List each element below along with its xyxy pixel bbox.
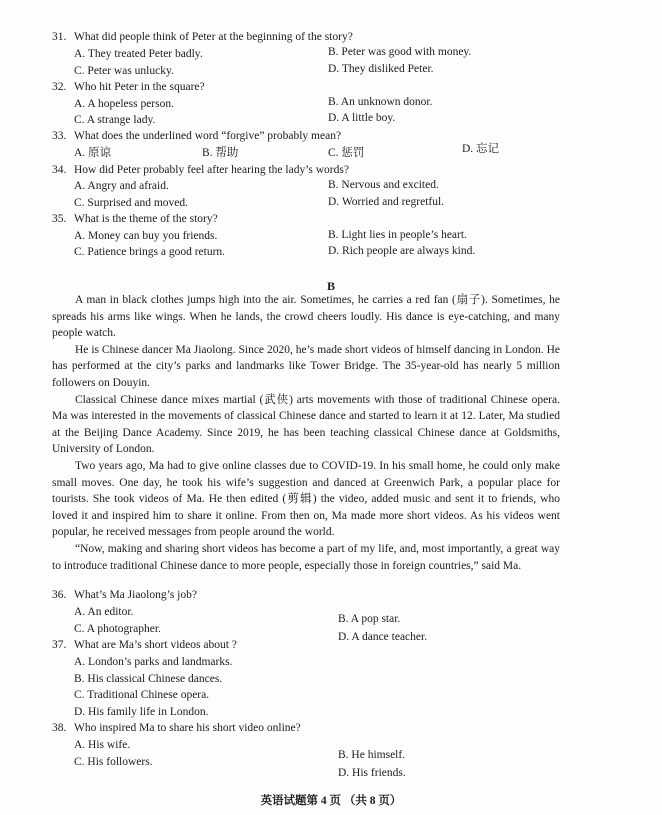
question-number: 31. (52, 31, 67, 43)
question-stem: What’s Ma Jiaolong’s job? (74, 589, 197, 601)
option-c: C. Traditional Chinese opera. (74, 689, 210, 701)
page-footer: 英语试题第 4 页 （共 8 页） (260, 795, 402, 807)
question-number: 38. (52, 722, 67, 734)
question-number: 36. (52, 589, 67, 601)
option-c: C. Patience brings a good return. (74, 246, 226, 258)
question-36 (52, 588, 197, 602)
question-stem: How did Peter probably feel after hearing the lady’s words? (74, 164, 349, 176)
question-stem: Who hit Peter in the square? (74, 81, 205, 93)
reading-passage (52, 292, 560, 574)
question-number: 37. (52, 639, 67, 651)
question-34 (52, 163, 349, 177)
question-number: 33. (52, 130, 67, 142)
option-d: D. His family life in London. (74, 706, 209, 718)
passage-paragraph: He is Chinese dancer Ma Jiaolong. Since 2020, he’s made short videos of himself dancing in London. He has performed at the city’s parks and landmarks like Tower Bridge. The 35-year-old has nearly 5 million followers on Douyin. (52, 343, 560, 389)
option-a: A. A hopeless person. (74, 98, 174, 110)
question-stem: Who inspired Ma to share his short video online? (74, 722, 301, 734)
option-c: C. Surprised and moved. (74, 197, 189, 209)
question-stem: What is the theme of the story? (74, 213, 218, 225)
option-d: D. They disliked Peter. (328, 63, 434, 75)
question-38 (52, 721, 301, 735)
passage-paragraph: Classical Chinese dance mixes martial (武侠) arts movements with those of traditional Chinese opera. Ma was interested in the movements of classical Chinese dance and started to learn it at 12. Later, Ma studied at the Beijing Dance Academy. Since 2019, he has been teaching classical Chinese dance at Goldsmiths, University of London. (52, 393, 560, 456)
option-b: B. 帮助 (202, 147, 239, 159)
passage-paragraph: “Now, making and sharing short videos has become a part of my life, and, most importantly, a great way to introduce traditional Chinese dance to more people, especially those in foreign countries,” said Ma. (52, 542, 560, 572)
option-a: A. London’s parks and landmarks. (74, 656, 233, 668)
question-stem: What does the underlined word “forgive” probably mean? (74, 130, 342, 142)
option-d: D. A little boy. (328, 112, 396, 124)
option-c: C. Peter was unlucky. (74, 65, 174, 77)
option-b: B. He himself. (338, 749, 406, 761)
question-31 (52, 30, 353, 44)
section-title: B (326, 279, 335, 293)
question-stem: What did people think of Peter at the beginning of the story? (74, 31, 353, 43)
question-33 (52, 129, 341, 143)
option-d: D. 忘记 (462, 143, 500, 155)
option-a: A. 原谅 (74, 147, 112, 159)
option-c: C. A photographer. (74, 623, 161, 635)
passage-paragraph: Two years ago, Ma had to give online classes due to COVID-19. In his small home, he could only make small moves. One day, he took his wife’s suggestion and danced at Greenwich Park, a popular place for tourists. She took videos of Ma. He then edited (剪辑) the video, added music and sent it to friends, who loved it and inspired him to share it online. From then on, Ma made more short videos. As his videos went popular, he received messages from people around the world. (52, 459, 560, 539)
question-35 (52, 212, 218, 226)
option-a: A. They treated Peter badly. (74, 48, 203, 60)
option-c: C. His followers. (74, 756, 153, 768)
option-c: C. 惩罚 (328, 147, 365, 159)
option-d: D. Worried and regretful. (328, 196, 445, 208)
option-d: D. A dance teacher. (338, 631, 428, 643)
option-b: B. A pop star. (338, 613, 401, 625)
question-number: 34. (52, 164, 67, 176)
option-d: D. Rich people are always kind. (328, 245, 476, 257)
question-32 (52, 80, 205, 94)
question-37 (52, 638, 237, 652)
option-b: B. Nervous and excited. (328, 179, 439, 191)
option-b: B. An unknown donor. (328, 96, 433, 108)
question-number: 32. (52, 81, 67, 93)
passage-paragraph: A man in black clothes jumps high into the air. Sometimes, he carries a red fan (扇子). Sometimes, he spreads his arms like wings. When he lands, the crowd cheers loudly. His dance is eye-catching, and many people watch. (52, 294, 560, 340)
option-a: A. His wife. (74, 739, 131, 751)
question-stem: What are Ma’s short videos about ? (74, 639, 237, 651)
option-a: A. An editor. (74, 606, 134, 618)
option-b: B. Light lies in people’s heart. (328, 229, 467, 241)
option-d: D. His friends. (338, 767, 406, 779)
option-a: A. Money can buy you friends. (74, 230, 218, 242)
option-b: B. Peter was good with money. (328, 46, 472, 58)
option-b: B. His classical Chinese dances. (74, 673, 223, 685)
option-c: C. A strange lady. (74, 114, 156, 126)
question-number: 35. (52, 213, 67, 225)
option-a: A. Angry and afraid. (74, 180, 169, 192)
